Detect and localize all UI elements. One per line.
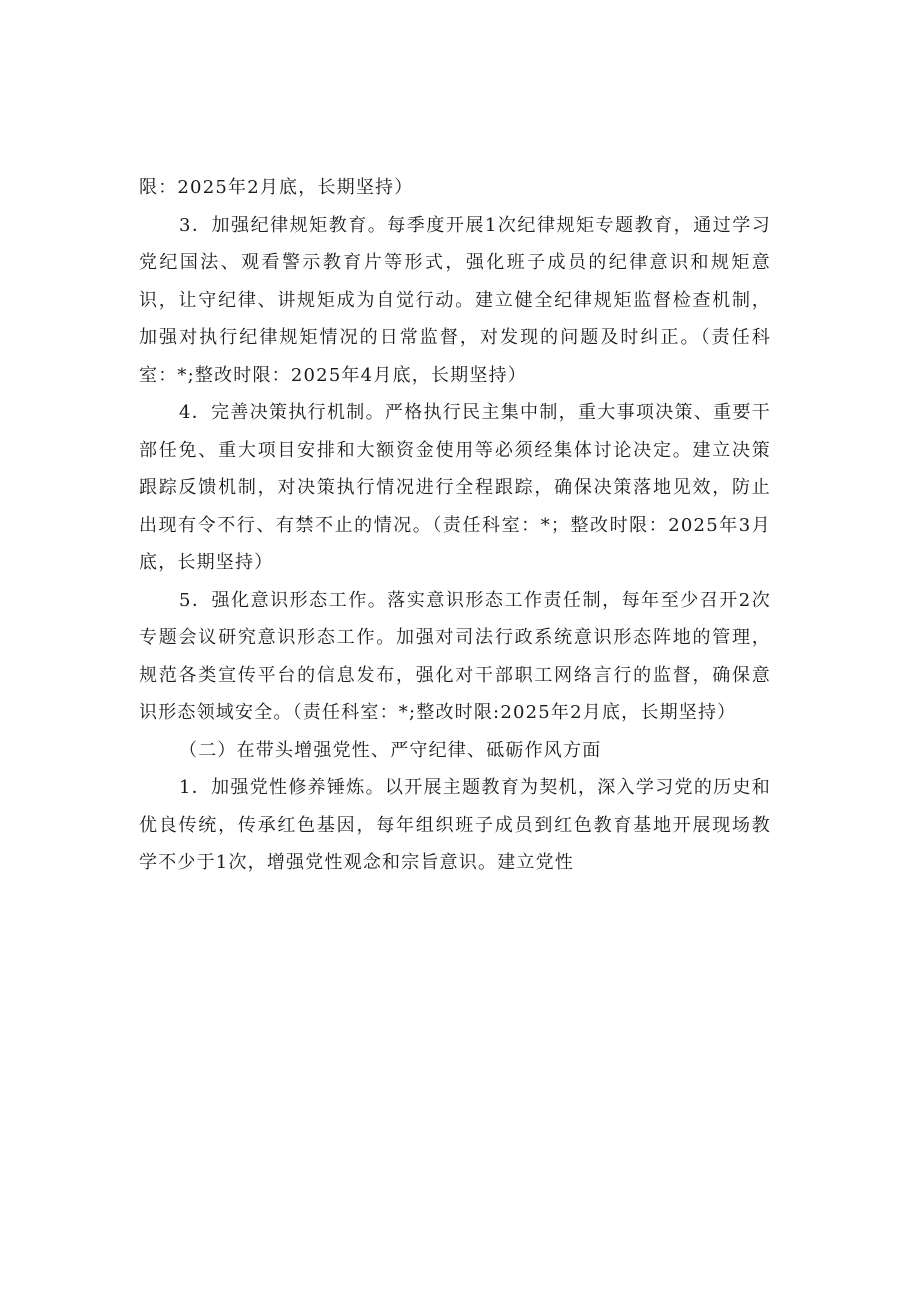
document-body <box>139 169 771 882</box>
paragraph-item-5: 5．强化意识形态工作。落实意识形态工作责任制，每年至少召开2次专题会议研究意识形态工作。加强对司法行政系统意识形态阵地的管理，规范各类宣传平台的信息发布，强化对干部职工网络言行的监督，确保意识形态领域安全。（责任科室：*;整改时限:2025年2月底，长期坚持） <box>139 589 771 723</box>
paragraph-item-4: 4．完善决策执行机制。严格执行民主集中制，重大事项决策、重要干部任免、重大项目安排和大额资金使用等必须经集体讨论决定。建立决策跟踪反馈机制，对决策执行情况进行全程跟踪，确保决策落地见效，防止出现有令不行、有禁不止的情况。（责任科室：*；整改时限：2025年3月底，长期坚持） <box>139 402 771 573</box>
paragraph-item-1: 1．加强党性修养锤炼。以开展主题教育为契机，深入学习党的历史和优良传统，传承红色基因，每年组织班子成员到红色教育基地开展现场教学不少于1次，增强党性观念和宗旨意识。建立党性 <box>139 777 771 873</box>
continued-paragraph: 限：2025年2月底，长期坚持） <box>139 177 414 198</box>
paragraph-item-3: 3．加强纪律规矩教育。每季度开展1次纪律规矩专题教育，通过学习党纪国法、观看警示教育片等形式，强化班子成员的纪律意识和规矩意识，让守纪律、讲规矩成为自觉行动。建立健全纪律规矩监督检查机制，加强对执行纪律规矩情况的日常监督，对发现的问题及时纠正。（责任科室：*;整改时限：2025年4月底，长期坚持） <box>139 214 771 386</box>
section-heading-2: （二）在带头增强党性、严守纪律、砥砺作风方面 <box>179 739 602 761</box>
